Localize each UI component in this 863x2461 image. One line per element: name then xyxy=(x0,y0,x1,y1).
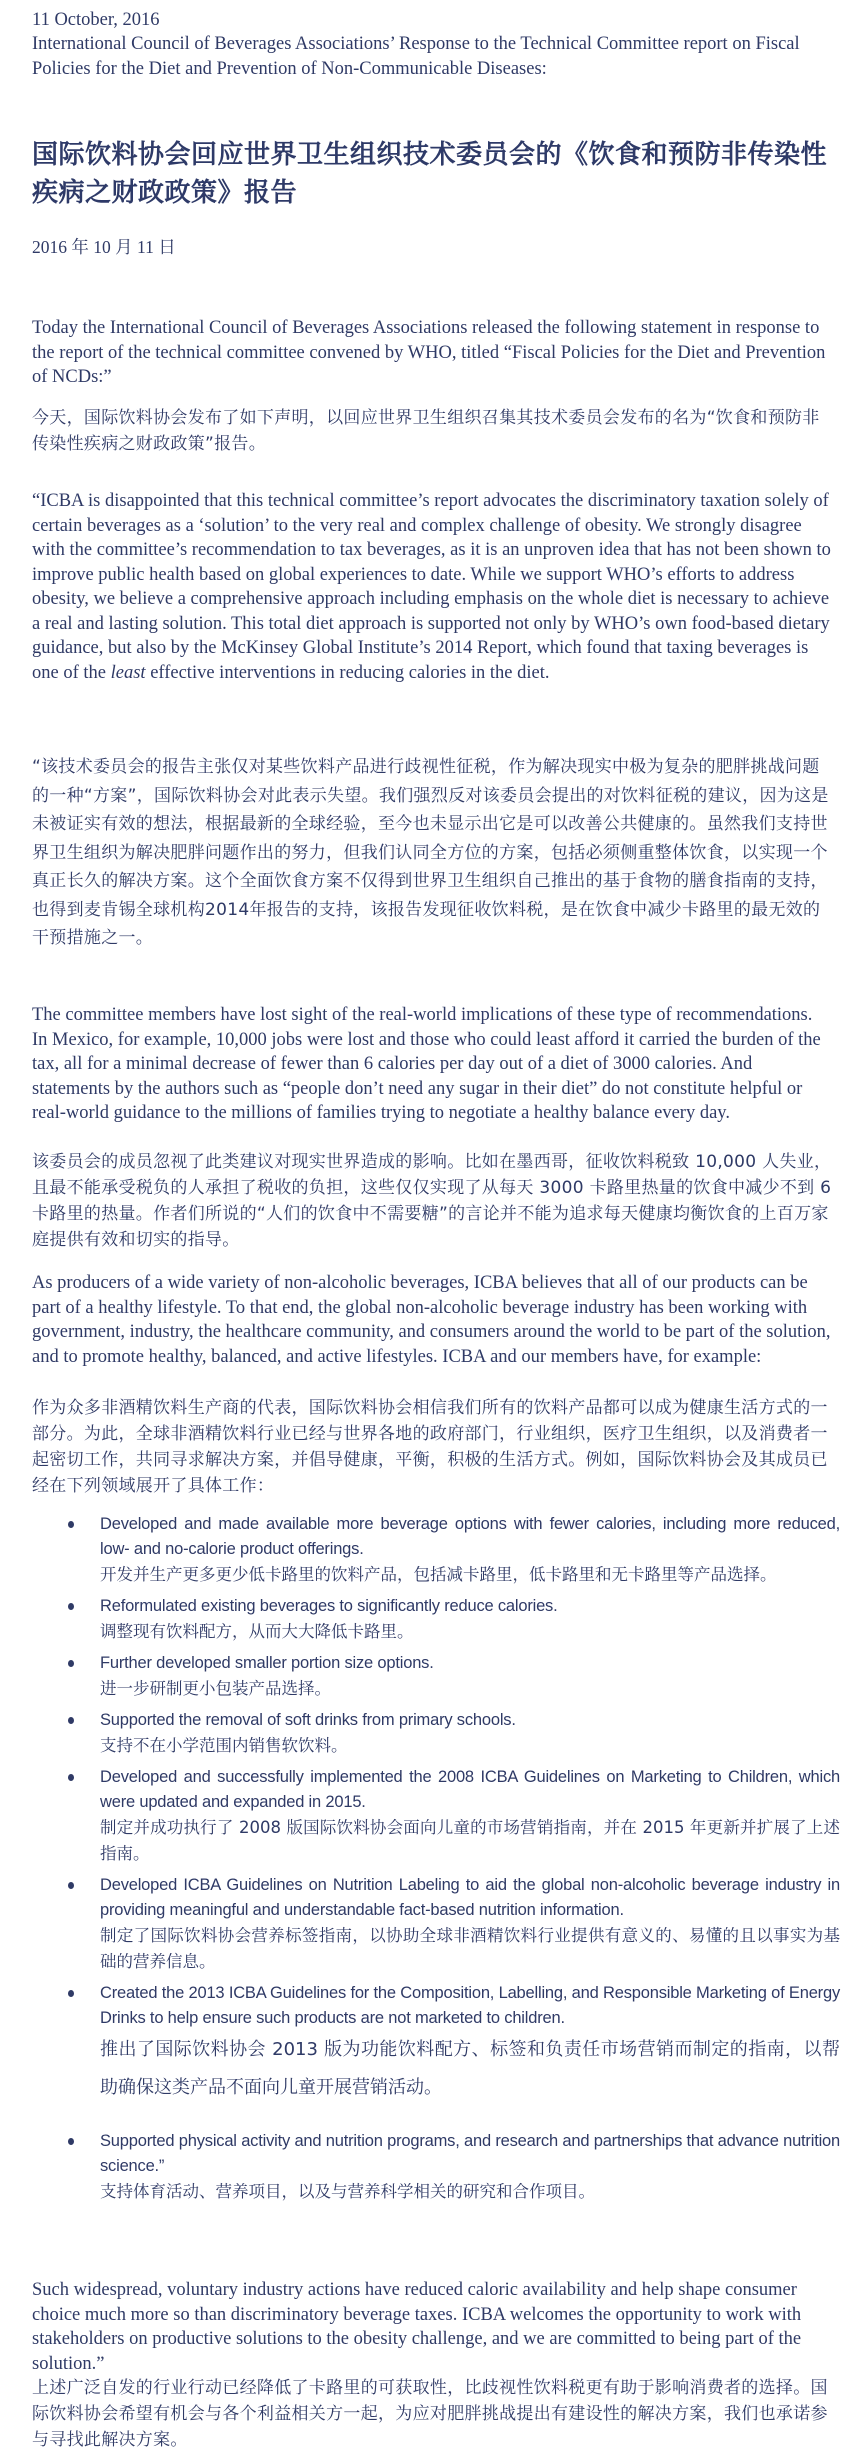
bullet-icon xyxy=(68,1990,74,1997)
date-cn: 2016 年 10 月 11 日 xyxy=(32,237,176,257)
intro-en: Today the International Council of Beverages Associations released the following statement in response to the report of the technical committee convened by WHO, titled “Fiscal Policies for the Diet and Prevention of NCDs:” xyxy=(32,318,826,387)
list-item xyxy=(60,2129,840,2205)
quote-en-emphasis: least xyxy=(110,662,146,683)
committee-cn: 该委员会的成员忽视了此类建议对现实世界造成的影响。比如在墨西哥，征收饮料税致 10,000 人失业，且最不能承受税负的人承担了税收的负担，这些仅仅实现了从每天 3000 卡路里热量的饮食中减少不到 6 卡路里的热量。作者们所说的“人们的饮食中不需要糖”的言论并不能为追求每天健康均衡饮食的上百万家庭提供有效和切实的指导。 xyxy=(32,1152,832,1250)
list-item-en: Developed and successfully implemented the 2008 ICBA Guidelines on Marketing to Children, which were updated and expanded in 2015. xyxy=(100,1768,840,1811)
list-item-en: Supported the removal of soft drinks from primary schools. xyxy=(100,1711,516,1729)
title-en: International Council of Beverages Associations’ Response to the Technical Committee report on Fiscal Policies for the Diet and Prevention of Non-Communicable Diseases: xyxy=(32,34,800,79)
bullet-icon xyxy=(68,1603,74,1610)
list-item-cn: 制定了国际饮料协会营养标签指南，以协助全球非酒精饮料行业提供有意义的、易懂的且以事实为基础的营养信息。 xyxy=(100,1926,840,1971)
bullet-icon xyxy=(68,1521,74,1528)
list-item-cn: 调整现有饮料配方，从而大大降低卡路里。 xyxy=(100,1622,414,1641)
quote-cn: “该技术委员会的报告主张仅对某些饮料产品进行歧视性征税，作为解决现实中极为复杂的肥胖挑战问题的一种“方案”，国际饮料协会对此表示失望。我们强烈反对该委员会提出的对饮料征税的建议，因为这是未被证实有效的想法，根据最新的全球经验，至今也未显示出它是可以改善公共健康的。虽然我们支持世界卫生组织为解决肥胖问题作出的努力，但我们认同全方位的方案，包括必须侧重整体饮食，以实现一个真正长久的解决方案。这个全面饮食方案不仅得到世界卫生组织自己推出的基于食物的膳食指南的支持，也得到麦肯锡全球机构2014年报告的支持，该报告发现征收饮料税，是在饮食中减少卡路里的最无效的干预措施之一。 xyxy=(32,757,829,948)
list-item-en: Supported physical activity and nutrition programs, and research and partnerships that advance nutrition science.” xyxy=(100,2132,840,2175)
bullet-icon xyxy=(68,1660,74,1667)
bullet-icon xyxy=(68,1774,74,1781)
list-item-en: Created the 2013 ICBA Guidelines for the Composition, Labelling, and Responsible Marketing of Energy Drinks to help ensure such products are not marketed to children. xyxy=(100,1984,840,2027)
list-item-cn: 推出了国际饮料协会 2013 版为功能饮料配方、标签和负责任市场营销而制定的指南，以帮助确保这类产品不面向儿童开展营销活动。 xyxy=(100,2039,840,2098)
quote-en-before: “ICBA is disappointed that this technical committee’s report advocates the discriminatory taxation solely of certain beverages as a ‘solution’ to the very real and complex challenge of obesity. We strongly disagree with the committee’s recommendation to tax beverages, as it is an unproven idea that has not been shown to improve public health based on global experiences to date. While we support WHO’s efforts to address obesity, we believe a comprehensive approach including emphasis on the whole diet is necessary to achieve a real and lasting solution. This total diet approach is supported not only by WHO’s own food-based dietary guidance, but also by the McKinsey Global Institute’s 2014 Report, which found that taxing beverages is one of the xyxy=(32,491,831,683)
list-item-cn: 制定并成功执行了 2008 版国际饮料协会面向儿童的市场营销指南，并在 2015 年更新并扩展了上述指南。 xyxy=(100,1818,840,1863)
list-item-cn: 支持不在小学范围内销售软饮料。 xyxy=(100,1736,348,1755)
title-cn: 国际饮料协会回应世界卫生组织技术委员会的《饮食和预防非传染性疾病之财政政策》报告 xyxy=(32,140,828,208)
bullet-icon xyxy=(68,2138,74,2145)
list-item-en: Reformulated existing beverages to significantly reduce calories. xyxy=(100,1597,558,1615)
closing-cn: 上述广泛自发的行业行动已经降低了卡路里的可获取性，比歧视性饮料税更有助于影响消费者的选择。国际饮料协会希望有机会与各个利益相关方一起，为应对肥胖挑战提出有建设性的解决方案，我们也承诺参与寻找此解决方案。 xyxy=(32,2378,828,2450)
intro-cn: 今天，国际饮料协会发布了如下声明，以回应世界卫生组织召集其技术委员会发布的名为“饮食和预防非传染性疾病之财政政策”报告。 xyxy=(32,408,820,454)
list-item xyxy=(60,1873,840,1975)
list-item-cn: 开发并生产更多更少低卡路里的饮料产品，包括减卡路里，低卡路里和无卡路里等产品选择。 xyxy=(100,1565,777,1584)
list-item xyxy=(60,1594,840,1645)
date-en: 11 October, 2016 xyxy=(32,10,160,30)
committee-en: The committee members have lost sight of the real-world implications of these type of recommendations. In Mexico, for example, 10,000 jobs were lost and those who could least afford it carried the burden of the tax, all for a minimal decrease of fewer than 6 calories per day out of a diet of 3000 calories. And statements by the authors such as “people don’t need any sugar in their diet” do not constitute helpful or real-world guidance to the millions of families trying to negotiate a healthy balance every day. xyxy=(32,1005,821,1123)
list-item xyxy=(60,1765,840,1867)
list-item xyxy=(60,1512,840,1588)
actions-list xyxy=(60,1512,840,2211)
quote-en-after: effective interventions in reducing calories in the diet. xyxy=(145,662,550,683)
producers-cn: 作为众多非酒精饮料生产商的代表，国际饮料协会相信我们所有的饮料产品都可以成为健康生活方式的一部分。为此，全球非酒精饮料行业已经与世界各地的政府部门，行业组织，医疗卫生组织，以及消费者一起密切工作，共同寻求解决方案，并倡导健康，平衡，积极的生活方式。例如，国际饮料协会及其成员已经在下列领域展开了具体工作： xyxy=(32,1398,828,1496)
list-item-cn: 支持体育活动、营养项目，以及与营养科学相关的研究和合作项目。 xyxy=(100,2182,595,2201)
list-item-en: Developed ICBA Guidelines on Nutrition Labeling to aid the global non-alcoholic beverage industry in providing meaningful and understandable fact-based nutrition information. xyxy=(100,1876,840,1919)
list-item xyxy=(60,1651,840,1702)
list-item-en: Developed and made available more beverage options with fewer calories, including more reduced, low- and no-calorie product offerings. xyxy=(100,1515,840,1558)
bullet-icon xyxy=(68,1882,74,1889)
producers-en: As producers of a wide variety of non-alcoholic beverages, ICBA believes that all of our products can be part of a healthy lifestyle. To that end, the global non-alcoholic beverage industry has been working with government, industry, the healthcare community, and consumers around the world to be part of the solution, and to promote healthy, balanced, and active lifestyles. ICBA and our members have, for example: xyxy=(32,1273,831,1367)
closing-en: Such widespread, voluntary industry actions have reduced caloric availability and help shape consumer choice much more so than discriminatory beverage taxes. ICBA welcomes the opportunity to work with stakeholders on productive solutions to the obesity challenge, and we are committed to being part of the solution.” xyxy=(32,2280,802,2374)
list-item xyxy=(60,1708,840,1759)
bullet-icon xyxy=(68,1717,74,1724)
quote-en xyxy=(32,489,832,685)
list-item-en: Further developed smaller portion size options. xyxy=(100,1654,434,1672)
list-item-cn: 进一步研制更小包装产品选择。 xyxy=(100,1679,331,1698)
list-item xyxy=(60,1981,840,2107)
